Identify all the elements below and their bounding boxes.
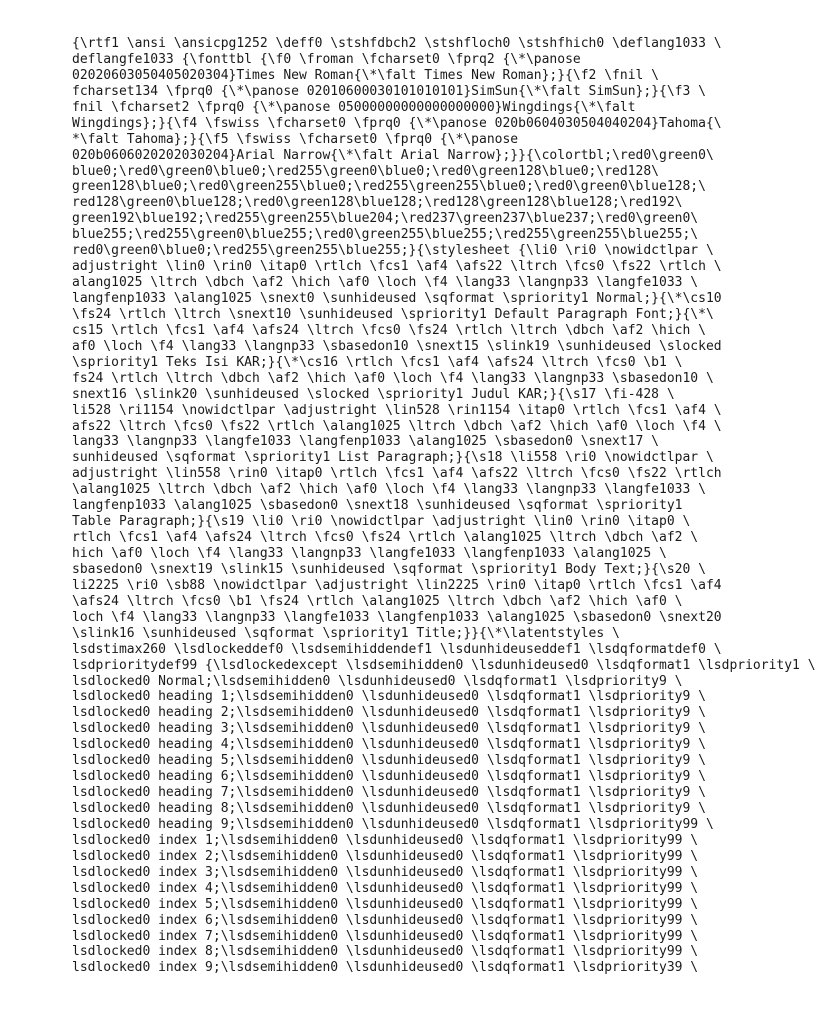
document-line: lsdstimax260 \lsdlockeddef0 \lsdsemihiddendef1 \lsdunhideuseddef1 \lsdqformatdef0 \ <box>72 641 722 657</box>
document-line: \slink16 \sunhideused \sqformat \spriority1 Title;}}{\*\latentstyles \ <box>72 625 620 641</box>
document-line: lsdlocked0 heading 9;\lsdsemihidden0 \lsdunhideused0 \lsdqformat1 \lsdpriority99 \ <box>72 816 714 832</box>
document-line: {\rtf1 \ansi \ansicpg1252 \deff0 \stshfdbch2 \stshfloch0 \stshfhich0 \deflang1033 \ <box>72 36 722 51</box>
document-line: lsdlocked0 heading 4;\lsdsemihidden0 \lsdunhideused0 \lsdqformat1 \lsdpriority9 \ <box>72 737 706 753</box>
document-line: fcharset134 \fprq0 {\*\panose 02010600030101010101}SimSun{\*\falt SimSun};}{\f3 \ <box>72 83 706 99</box>
document-line: afs22 \ltrch \fcs0 \fs22 \rtlch \alang1025 \ltrch \dbch \af2 \hich \af0 \loch \f4 \ <box>72 418 722 434</box>
document-line: loch \f4 \lang33 \langnp33 \langfe1033 \langfenp1033 \alang1025 \sbasedon0 \snext20 <box>72 609 722 625</box>
document-line: lsdlocked0 Normal;\lsdsemihidden0 \lsdunhideused0 \lsdqformat1 \lsdpriority9 \ <box>72 673 683 689</box>
document-line: cs15 \rtlch \fcs1 \af4 \afs24 \ltrch \fcs0 \fs24 \rtlch \ltrch \dbch \af2 \hich \ <box>72 322 706 338</box>
document-line: lsdlocked0 index 1;\lsdsemihidden0 \lsdunhideused0 \lsdqformat1 \lsdpriority99 \ <box>72 832 699 848</box>
document-line: deflangfe1033 {\fonttbl {\f0 \froman \fcharset0 \fprq2 {\*\panose <box>72 51 581 67</box>
document-line: green128\blue0;\red0\green255\blue0;\red255\green255\blue0;\red0\green0\blue128;\ <box>72 179 706 195</box>
document-line: lsdlocked0 heading 7;\lsdsemihidden0 \lsdunhideused0 \lsdqformat1 \lsdpriority9 \ <box>72 785 706 801</box>
document-line: lsdlocked0 heading 1;\lsdsemihidden0 \lsdunhideused0 \lsdqformat1 \lsdpriority9 \ <box>72 689 706 705</box>
document-line: adjustright \lin558 \rin0 \itap0 \rtlch \fcs1 \af4 \afs22 \ltrch \fcs0 \fs22 \rtlch <box>72 466 722 482</box>
document-line: 02020603050405020304}Times New Roman{\*\falt Times New Roman};}{\f2 \fnil \ <box>72 67 659 83</box>
document-line: Table Paragraph;}{\s19 \li0 \ri0 \nowidctlpar \adjustright \lin0 \rin0 \itap0 \ <box>72 514 691 530</box>
document-line: rtlch \fcs1 \af4 \afs24 \ltrch \fcs0 \fs24 \rtlch \alang1025 \ltrch \dbch \af2 \ <box>72 530 699 546</box>
document-line: lsdlocked0 index 4;\lsdsemihidden0 \lsdunhideused0 \lsdqformat1 \lsdpriority99 \ <box>72 880 699 896</box>
document-line: \fs24 \rtlch \ltrch \snext10 \sunhideused \spriority1 Default Paragraph Font;}{\*\ <box>72 306 714 322</box>
document-line: red128\green0\blue128;\red0\green128\blue128;\red128\green128\blue128;\red192\ <box>72 195 683 211</box>
document-line: blue0;\red0\green0\blue0;\red255\green0\blue0;\red0\green128\blue0;\red128\ <box>72 163 659 179</box>
document-line: sbasedon0 \snext19 \slink15 \sunhideused \sqformat \spriority1 Body Text;}{\s20 \ <box>72 561 706 577</box>
document-line: lsdlocked0 index 3;\lsdsemihidden0 \lsdunhideused0 \lsdqformat1 \lsdpriority99 \ <box>72 864 699 880</box>
document-line: li528 \ri1154 \nowidctlpar \adjustright \lin528 \rin1154 \itap0 \rtlch \fcs1 \af4 \ <box>72 402 722 418</box>
document-line: lsdprioritydef99 {\lsdlockedexcept \lsdsemihidden0 \lsdunhideused0 \lsdqformat1 \lsdpriority1 \ <box>72 657 816 673</box>
document-line: lsdlocked0 heading 3;\lsdsemihidden0 \lsdunhideused0 \lsdqformat1 \lsdpriority9 \ <box>72 721 706 737</box>
document-line: lsdlocked0 heading 6;\lsdsemihidden0 \lsdunhideused0 \lsdqformat1 \lsdpriority9 \ <box>72 769 706 785</box>
document-line: hich \af0 \loch \f4 \lang33 \langnp33 \langfe1033 \langfenp1033 \alang1025 \ <box>72 546 667 561</box>
document-line: lsdlocked0 index 9;\lsdsemihidden0 \lsdunhideused0 \lsdqformat1 \lsdpriority39 \ <box>72 960 699 976</box>
document-line: snext16 \slink20 \sunhideused \slocked \spriority1 Judul KAR;}{\s17 \fi-428 \ <box>72 386 675 402</box>
document-line: blue255;\red255\green0\blue255;\red0\green255\blue255;\red255\green255\blue255;\ <box>72 227 699 243</box>
document-line: lsdlocked0 index 6;\lsdsemihidden0 \lsdunhideused0 \lsdqformat1 \lsdpriority99 \ <box>72 912 699 928</box>
document-line: li2225 \ri0 \sb88 \nowidctlpar \adjustright \lin2225 \rin0 \itap0 \rtlch \fcs1 \af4 <box>72 577 722 593</box>
document-line: lsdlocked0 index 2;\lsdsemihidden0 \lsdunhideused0 \lsdqformat1 \lsdpriority99 \ <box>72 848 699 864</box>
document-line: sunhideused \sqformat \spriority1 List Paragraph;}{\s18 \li558 \ri0 \nowidctlpar \ <box>72 450 714 466</box>
document-line: Wingdings};}{\f4 \fswiss \fcharset0 \fprq0 {\*\panose 020b0604030504040204}Tahoma{\ <box>72 115 722 131</box>
document-line: lsdlocked0 heading 5;\lsdsemihidden0 \lsdunhideused0 \lsdqformat1 \lsdpriority9 \ <box>72 753 706 769</box>
document-line: lsdlocked0 index 7;\lsdsemihidden0 \lsdunhideused0 \lsdqformat1 \lsdpriority99 \ <box>72 928 699 944</box>
document-line: lsdlocked0 index 8;\lsdsemihidden0 \lsdunhideused0 \lsdqformat1 \lsdpriority99 \ <box>72 944 699 960</box>
document-line: lsdlocked0 heading 8;\lsdsemihidden0 \lsdunhideused0 \lsdqformat1 \lsdpriority9 \ <box>72 801 706 816</box>
document-line: lsdlocked0 index 5;\lsdsemihidden0 \lsdunhideused0 \lsdqformat1 \lsdpriority99 \ <box>72 896 699 912</box>
document-line: alang1025 \ltrch \dbch \af2 \hich \af0 \loch \f4 \lang33 \langnp33 \langfe1033 \ <box>72 275 699 291</box>
document-line: adjustright \lin0 \rin0 \itap0 \rtlch \fcs1 \af4 \afs22 \ltrch \fcs0 \fs22 \rtlch \ <box>72 259 722 275</box>
rtf-source-document <box>72 36 816 976</box>
document-line: \spriority1 Teks Isi KAR;}{\*\cs16 \rtlch \fcs1 \af4 \afs24 \ltrch \fcs0 \b1 \ <box>72 354 683 370</box>
document-line: *\falt Tahoma};}{\f5 \fswiss \fcharset0 \fprq0 {\*\panose <box>72 131 519 147</box>
document-line: fs24 \rtlch \ltrch \dbch \af2 \hich \af0 \loch \f4 \lang33 \langnp33 \sbasedon10 \ <box>72 370 714 386</box>
document-line: red0\green0\blue0;\red255\green255\blue255;}{\stylesheet {\li0 \ri0 \nowidctlpar \ <box>72 243 714 259</box>
document-line: lang33 \langnp33 \langfe1033 \langfenp1033 \alang1025 \sbasedon0 \snext17 \ <box>72 434 659 450</box>
document-line: \afs24 \ltrch \fcs0 \b1 \fs24 \rtlch \alang1025 \ltrch \dbch \af2 \hich \af0 \ <box>72 593 683 609</box>
document-line: langfenp1033 \alang1025 \sbasedon0 \snext18 \sunhideused \sqformat \spriority1 <box>72 498 683 514</box>
document-line: \alang1025 \ltrch \dbch \af2 \hich \af0 \loch \f4 \lang33 \langnp33 \langfe1033 \ <box>72 482 706 498</box>
document-line: lsdlocked0 heading 2;\lsdsemihidden0 \lsdunhideused0 \lsdqformat1 \lsdpriority9 \ <box>72 705 706 721</box>
document-line: fnil \fcharset2 \fprq0 {\*\panose 05000000000000000000}Wingdings{\*\falt <box>72 99 636 115</box>
document-line: langfenp1033 \alang1025 \snext0 \sunhideused \sqformat \spriority1 Normal;}{\*\cs10 <box>72 291 722 306</box>
document-line: green192\blue192;\red255\green255\blue204;\red237\green237\blue237;\red0\green0\ <box>72 211 699 227</box>
document-line: af0 \loch \f4 \lang33 \langnp33 \sbasedon10 \snext15 \slink19 \sunhideused \slocked <box>72 338 722 354</box>
document-line: 020b0606020202030204}Arial Narrow{\*\falt Arial Narrow};}}{\colortbl;\red0\green0\ <box>72 147 714 163</box>
